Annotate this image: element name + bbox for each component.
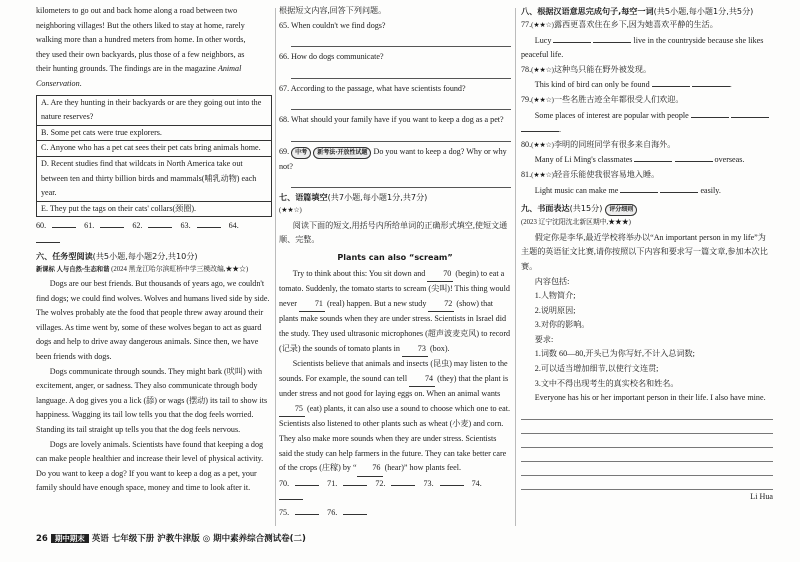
cloze-blank-70[interactable]: 70 bbox=[427, 267, 453, 283]
answer-line-66[interactable] bbox=[291, 65, 511, 79]
blank-81a[interactable] bbox=[620, 192, 658, 193]
column-divider bbox=[515, 8, 516, 526]
series-badge: 期中期末 bbox=[51, 534, 89, 543]
answer-blank-62[interactable] bbox=[148, 227, 172, 228]
answer-row-70-74: 70. 71. 72. 73. 74. bbox=[279, 477, 511, 506]
question-67: 67. According to the passage, what have scientists found? bbox=[279, 83, 466, 93]
content-item: 2.说明原因; bbox=[534, 305, 576, 315]
page-number: 26 bbox=[36, 534, 48, 544]
blank-81b[interactable] bbox=[660, 192, 698, 193]
blank-79a[interactable] bbox=[691, 117, 729, 118]
option-e: E. They put the tags on their cats' collars(颈圈). bbox=[41, 203, 197, 213]
answer-row-60-64: 60. 61. 62. 63. 64. bbox=[36, 219, 272, 248]
column-middle bbox=[279, 4, 511, 521]
requirement-item: 1.词数 60—80,开头已为你写好,不计入总词数; bbox=[534, 349, 695, 359]
paragraph-2: Dogs communicate through sounds. They might bark (吠叫) with excitement, anger, or sadness. They also communicate through body language. A dog gives you a lick (舔) or wags (摆动) its tail to show its happiness. Wagging its tail low tells you that the dog feels worried. Standing its tail straight up tells you that the dog feels nervous. bbox=[36, 366, 268, 435]
cloze-blank-73[interactable]: 73 bbox=[402, 342, 428, 358]
option-b: B. Some pet cats were true explorers. bbox=[37, 126, 271, 142]
blank-79b[interactable] bbox=[731, 117, 769, 118]
answer-blank-75[interactable] bbox=[295, 514, 319, 515]
essay-start: Everyone has his or her important person in their life. I also have mine. bbox=[534, 393, 766, 403]
answer-blank-76[interactable] bbox=[343, 514, 367, 515]
writing-line[interactable] bbox=[521, 406, 773, 420]
footer-title: 期中素养综合测试卷(二) bbox=[213, 534, 306, 544]
blank-79c[interactable] bbox=[521, 131, 559, 132]
passage-line: neighboring villages! But the others liked to stay at home, rarely bbox=[36, 20, 245, 30]
passage-title: Plants can also “scream” bbox=[337, 251, 453, 262]
writing-line[interactable] bbox=[521, 420, 773, 434]
answer-line-67[interactable] bbox=[291, 96, 511, 110]
requirements-label: 要求: bbox=[534, 334, 554, 344]
zhongkao-tag: 中考 bbox=[291, 147, 311, 159]
page-footer bbox=[36, 532, 776, 544]
blank-77b[interactable] bbox=[593, 42, 631, 43]
item-79-cn: 79.(★★☆)一些名胜古迹全年都很受人们欢迎。 bbox=[521, 94, 684, 104]
answer-blank-72[interactable] bbox=[391, 485, 415, 486]
answer-line-69[interactable] bbox=[291, 174, 511, 188]
writing-line[interactable] bbox=[521, 448, 773, 462]
circle-icon: ◎ bbox=[202, 534, 211, 544]
writing-prompt: 假定你是李华,最近学校将举办以“An important person in my life”为主题的英语征文比赛,请你按照以下内容和要求写一篇文章,参加本次比赛。 bbox=[521, 232, 768, 271]
item-80-cn: 80.(★★☆)李明的同班同学有很多来自海外。 bbox=[521, 139, 676, 149]
section-7-title: 七、语篇填空(共7小题,每小题1分,共7分) bbox=[279, 192, 428, 203]
footer-subject: 英语 bbox=[91, 534, 109, 544]
footer-grade: 七年级下册 bbox=[111, 534, 155, 544]
answer-blank-74[interactable] bbox=[279, 499, 303, 500]
column-right bbox=[521, 4, 773, 504]
section-8-title: 八、根据汉语意思完成句子,每空一词(共5小题,每小题1分,共5分) bbox=[521, 6, 754, 16]
blank-78a[interactable] bbox=[652, 86, 690, 87]
section-9-source: (2023 辽宁沈阳沈北新区期中,★★★) bbox=[521, 219, 631, 227]
paragraph-3: Dogs are lovely animals. Scientists have found that keeping a dog can make people healthier and increase their level of physical activity. Do you want to keep a dog? If you want to keep a dog as a pet, your family should have enough space, money and time to look after it. bbox=[36, 439, 264, 493]
cloze-paragraph-1: Try to think about this: You sit down and 70 (begin) to eat a tomato. Suddenly, the tomato starts to scream (尖叫)! This thing would never 71 (real) happen. But a new study 72 (show) that plants make sounds when they are under stress. Scientists in Israel did the study. They used ultrasonic microphones (超声波麦克风) to record (记录) the sounds of tomato plants in 73 (box). bbox=[279, 267, 511, 358]
question-65: 65. When couldn't we find dogs? bbox=[279, 20, 386, 30]
cloze-blank-71[interactable]: 71 bbox=[299, 297, 325, 313]
answer-line-68[interactable] bbox=[291, 128, 511, 142]
content-item: 3.对你的影响。 bbox=[534, 320, 590, 330]
item-81-en: Light music can make me easily. bbox=[534, 185, 721, 195]
item-77-en: Lucy live in the countryside because she likes peaceful life. bbox=[521, 35, 764, 60]
section-7-intro: 阅读下面的短文,用括号内所给单词的正确形式填空,使短文通顺、完整。 bbox=[279, 220, 508, 245]
passage-line: walking more than a hundred meters from home. In other words, bbox=[36, 35, 246, 45]
answer-blank-63[interactable] bbox=[197, 227, 221, 228]
item-80-en: Many of Li Ming's classmates overseas. bbox=[534, 155, 745, 165]
option-d: D. Recent studies find that wildcats in North America take out between ten and thirty billion birds and mammals(哺乳动物) each year. bbox=[37, 157, 271, 202]
blank-80a[interactable] bbox=[634, 161, 672, 162]
new-method-tag: 新考法·开放性试题 bbox=[313, 147, 371, 159]
answer-blank-60[interactable] bbox=[52, 227, 76, 228]
blank-80b[interactable] bbox=[675, 161, 713, 162]
passage-line: their hunting grounds. The findings are in the magazine Animal bbox=[36, 64, 242, 74]
cloze-blank-74[interactable]: 74 bbox=[409, 372, 435, 388]
writing-line[interactable] bbox=[521, 476, 773, 490]
footer-edition: 沪教牛津版 bbox=[157, 534, 200, 544]
column-left bbox=[36, 4, 272, 496]
question-69: 69. 中考 新考法·开放性试题 Do you want to keep a dog? Why or why not? bbox=[279, 146, 507, 171]
cloze-blank-75[interactable]: 75 bbox=[279, 402, 305, 418]
answer-blank-73[interactable] bbox=[440, 485, 464, 486]
answer-blank-71[interactable] bbox=[343, 485, 367, 486]
option-a: A. Are they hunting in their backyards or are they going out into the nature reserves? bbox=[37, 96, 271, 126]
questions-intro: 根据短文内容,回答下列问题。 bbox=[279, 6, 387, 15]
section-6-tag: 新课标 人与自然·生态和谐 (2024 黑龙江哈尔滨虹桥中学三模改编,★★☆) bbox=[36, 265, 249, 273]
section-7-stars: (★★☆) bbox=[279, 207, 302, 215]
item-78-cn: 78.(★★☆)这种鸟只能在野外被发现。 bbox=[521, 64, 652, 74]
cloze-blank-76[interactable]: 76 bbox=[357, 461, 383, 477]
passage-line: kilometers to go out and back home along a road between two bbox=[36, 6, 238, 15]
passage-line: Conservation. bbox=[36, 78, 82, 88]
question-68: 68. What should your family have if you want to keep a dog as a pet? bbox=[279, 115, 504, 125]
item-77-cn: 77.(★★☆)露西更喜欢住在乡下,因为她喜欢平静的生活。 bbox=[521, 20, 718, 29]
signature-name: Li Hua bbox=[750, 491, 773, 501]
answer-blank-70[interactable] bbox=[295, 485, 319, 486]
cloze-blank-72[interactable]: 72 bbox=[428, 297, 454, 313]
option-c: C. Anyone who has a pet cat sees their pet cats bring animals home. bbox=[37, 141, 271, 157]
answer-row-75-76: 75. 76. bbox=[279, 506, 511, 521]
answer-line-65[interactable] bbox=[291, 33, 511, 47]
passage-line: they used their own backyards, plus those of a few neighbors, as bbox=[36, 49, 245, 59]
content-item: 1.人物简介; bbox=[534, 291, 576, 301]
requirement-item: 2.可以适当增加细节,以使行文连贯; bbox=[534, 364, 659, 374]
answer-blank-64[interactable] bbox=[36, 242, 60, 243]
requirement-item: 3.文中不得出现考生的真实校名和姓名。 bbox=[534, 378, 679, 388]
content-label: 内容包括: bbox=[534, 276, 570, 286]
paragraph-1: Dogs are our best friends. But thousands of years ago, we couldn't find dogs; we could find wolves. Wolves and humans lived side by side. The wolves probably ate the food that people threw away around their villages. As time went by, some of these wolves began to act as guard dogs and help to drive away dangerous animals. Since then, we have been friends with dogs. bbox=[36, 279, 270, 362]
writing-line[interactable] bbox=[521, 462, 773, 476]
column-divider bbox=[275, 8, 276, 526]
item-78-en: This kind of bird can only be found . bbox=[534, 80, 732, 90]
writing-line[interactable] bbox=[521, 434, 773, 448]
blank-77a[interactable] bbox=[553, 42, 591, 43]
options-box bbox=[36, 95, 272, 218]
section-9-title: 九、书面表达(共15分) 评分细则 bbox=[521, 201, 773, 216]
section-6-title: 六、任务型阅读(共5小题,每小题2分,共10分) bbox=[36, 250, 198, 261]
cloze-paragraph-2: Scientists believe that animals and insects (昆虫) may listen to the sounds. For example, the sound can tell 74 (they) that the plant is under stress and not good for laying eggs on. When an animal wants 75 (eat) plants, it can also use a sound to choose which one to eat. Scientists also listened to other plants such as wheat (小麦) and corn. They also make more sounds when they are under stress. Scientists said the study can help farmers in the future. They can take better care of the crops (庄稼) by “ 76 (hear)” how plants feel. bbox=[279, 357, 511, 477]
question-66: 66. How do dogs communicate? bbox=[279, 52, 384, 62]
item-81-cn: 81.(★★☆)轻音乐能使我很容易地入睡。 bbox=[521, 169, 660, 179]
blank-78b[interactable] bbox=[692, 86, 730, 87]
item-79-en: Some places of interest are popular with people . bbox=[521, 109, 773, 138]
scoring-tag: 评分细则 bbox=[605, 204, 637, 216]
answer-blank-61[interactable] bbox=[100, 227, 124, 228]
